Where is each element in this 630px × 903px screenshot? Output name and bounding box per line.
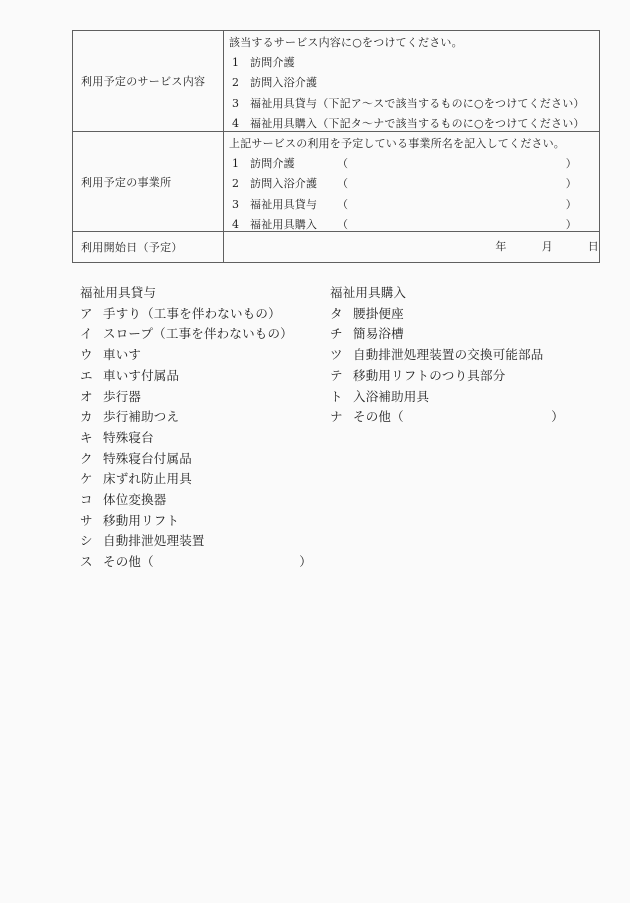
rental-list-title: 福祉用具貸与 [80,285,157,300]
item-text: 特殊寝台 [103,429,154,445]
paren-close: ） [551,409,564,425]
table-row-start-date [73,232,599,262]
item-text: 特殊寝台付属品 [103,450,192,466]
paren-open: （ [337,197,349,211]
paren-close: ） [565,177,577,191]
item-text: 歩行器 [103,388,142,404]
paren-open: （ [337,217,349,231]
purchase-item-na-other[interactable] [330,407,564,428]
purchase-item-to[interactable] [330,387,564,408]
item-text: 福祉用具貸与 [250,197,318,211]
item-text: 移動用リフトのつり具部分 [353,367,506,383]
item-number: 3 [232,197,240,211]
purchase-list-title: 福祉用具購入 [330,285,407,300]
row-label-provider-offices: 利用予定の事業所 [73,132,224,231]
year-label: 年 [495,239,507,253]
provider-name-blank[interactable] [348,195,566,215]
rental-item-ku[interactable] [80,449,312,470]
item-letter: エ [80,367,93,383]
item-number: 2 [232,177,240,191]
item-text: 福祉用具貸与（下記ア～スで該当するものに○をつけてください） [250,96,585,110]
item-text: 体位変換器 [103,492,167,508]
item-text: 移動用リフト [103,512,180,528]
rental-item-su-other[interactable] [80,552,312,573]
item-text: 歩行補助つえ [103,409,180,425]
table-row-service-content [73,31,599,132]
purchase-equipment-list [330,283,564,428]
item-letter: コ [80,492,93,508]
rental-item-ki[interactable] [80,428,312,449]
rental-item-ko[interactable] [80,490,312,511]
rental-item-u[interactable] [80,345,312,366]
purchase-item-tsu[interactable] [330,345,564,366]
item-text: その他（ [103,554,154,570]
provider-name-blank[interactable] [348,174,566,194]
item-text: 車いす [103,347,142,363]
item-text: スロープ（工事を伴わないもの） [103,326,293,342]
table-row-provider-offices [73,132,599,232]
item-text: 簡易浴槽 [353,326,404,342]
service-option-2[interactable] [229,73,585,93]
provider-name-blank[interactable] [348,154,566,174]
item-letter: ナ [330,409,343,425]
item-letter: タ [330,305,343,321]
item-text: 床ずれ防止用具 [103,471,192,487]
paren-close: ） [299,554,312,570]
item-letter: サ [80,512,93,528]
provider-entry-3 [229,195,577,215]
item-text: 車いす付属品 [103,367,180,383]
service-plan-table [72,30,600,263]
provider-entry-1 [229,154,577,174]
item-letter: オ [80,388,93,404]
purchase-item-chi[interactable] [330,324,564,345]
paren-close: ） [565,197,577,211]
item-letter: ト [330,388,343,404]
item-text: 手すり（工事を伴わないもの） [103,305,281,321]
item-text: その他（ [353,409,404,425]
item-text: 訪問入浴介護 [250,76,318,90]
row-content-start-date [224,232,599,262]
item-number: 4 [232,217,240,231]
rental-item-a[interactable] [80,304,312,325]
item-letter: ス [80,554,93,570]
item-text: 入浴補助用具 [353,388,430,404]
service-option-1[interactable] [229,53,585,73]
rental-item-shi[interactable] [80,531,312,552]
item-text: 自動排泄処理装置 [103,533,205,549]
item-text: 福祉用具購入（下記タ～ナで該当するものに○をつけてください） [250,116,585,130]
item-letter: ア [80,305,93,321]
paren-open: （ [337,177,349,191]
item-text: 訪問介護 [250,56,295,70]
item-number: 4 [232,116,240,130]
purchase-item-ta[interactable] [330,304,564,325]
item-letter: シ [80,533,93,549]
item-number: 1 [232,56,240,70]
rental-equipment-list [80,283,312,573]
rental-item-o[interactable] [80,387,312,408]
rental-item-e[interactable] [80,366,312,387]
rental-item-i[interactable] [80,324,312,345]
day-label: 日 [587,239,599,253]
instruction-text: 上記サービスの利用を予定している事業所名を記入してください。 [229,137,565,150]
paren-close: ） [565,157,577,171]
item-number: 1 [232,157,240,171]
item-letter: テ [330,367,343,383]
service-option-4[interactable] [229,114,585,134]
row-content-service-content [224,31,607,131]
purchase-item-te[interactable] [330,366,564,387]
month-label: 月 [541,239,553,253]
item-text: 腰掛便座 [353,305,404,321]
item-letter: ウ [80,347,93,363]
rental-item-ka[interactable] [80,407,312,428]
rental-item-sa[interactable] [80,511,312,532]
item-text: 福祉用具購入 [250,217,318,231]
item-letter: イ [80,326,93,342]
item-letter: ケ [80,471,93,487]
provider-entry-2 [229,174,577,194]
row-label-service-content: 利用予定のサービス内容 [73,31,224,131]
row-label-start-date: 利用開始日（予定） [73,232,224,262]
instruction-text: 該当するサービス内容に○をつけてください。 [229,36,463,49]
item-text: 自動排泄処理装置の交換可能部品 [353,347,544,363]
paren-close: ） [565,217,577,231]
item-text: 訪問介護 [250,157,295,171]
item-letter: キ [80,429,93,445]
item-number: 3 [232,96,240,110]
other-blank[interactable] [154,552,299,573]
item-letter: ク [80,450,93,466]
item-text: 訪問入浴介護 [250,177,318,191]
item-letter: ツ [330,347,343,363]
item-letter: チ [330,326,343,342]
item-number: 2 [232,76,240,90]
rental-item-ke[interactable] [80,469,312,490]
service-option-3[interactable] [229,94,585,114]
row-content-provider-offices [224,132,599,231]
paren-open: （ [337,157,349,171]
item-letter: カ [80,409,93,425]
other-blank[interactable] [404,407,551,428]
